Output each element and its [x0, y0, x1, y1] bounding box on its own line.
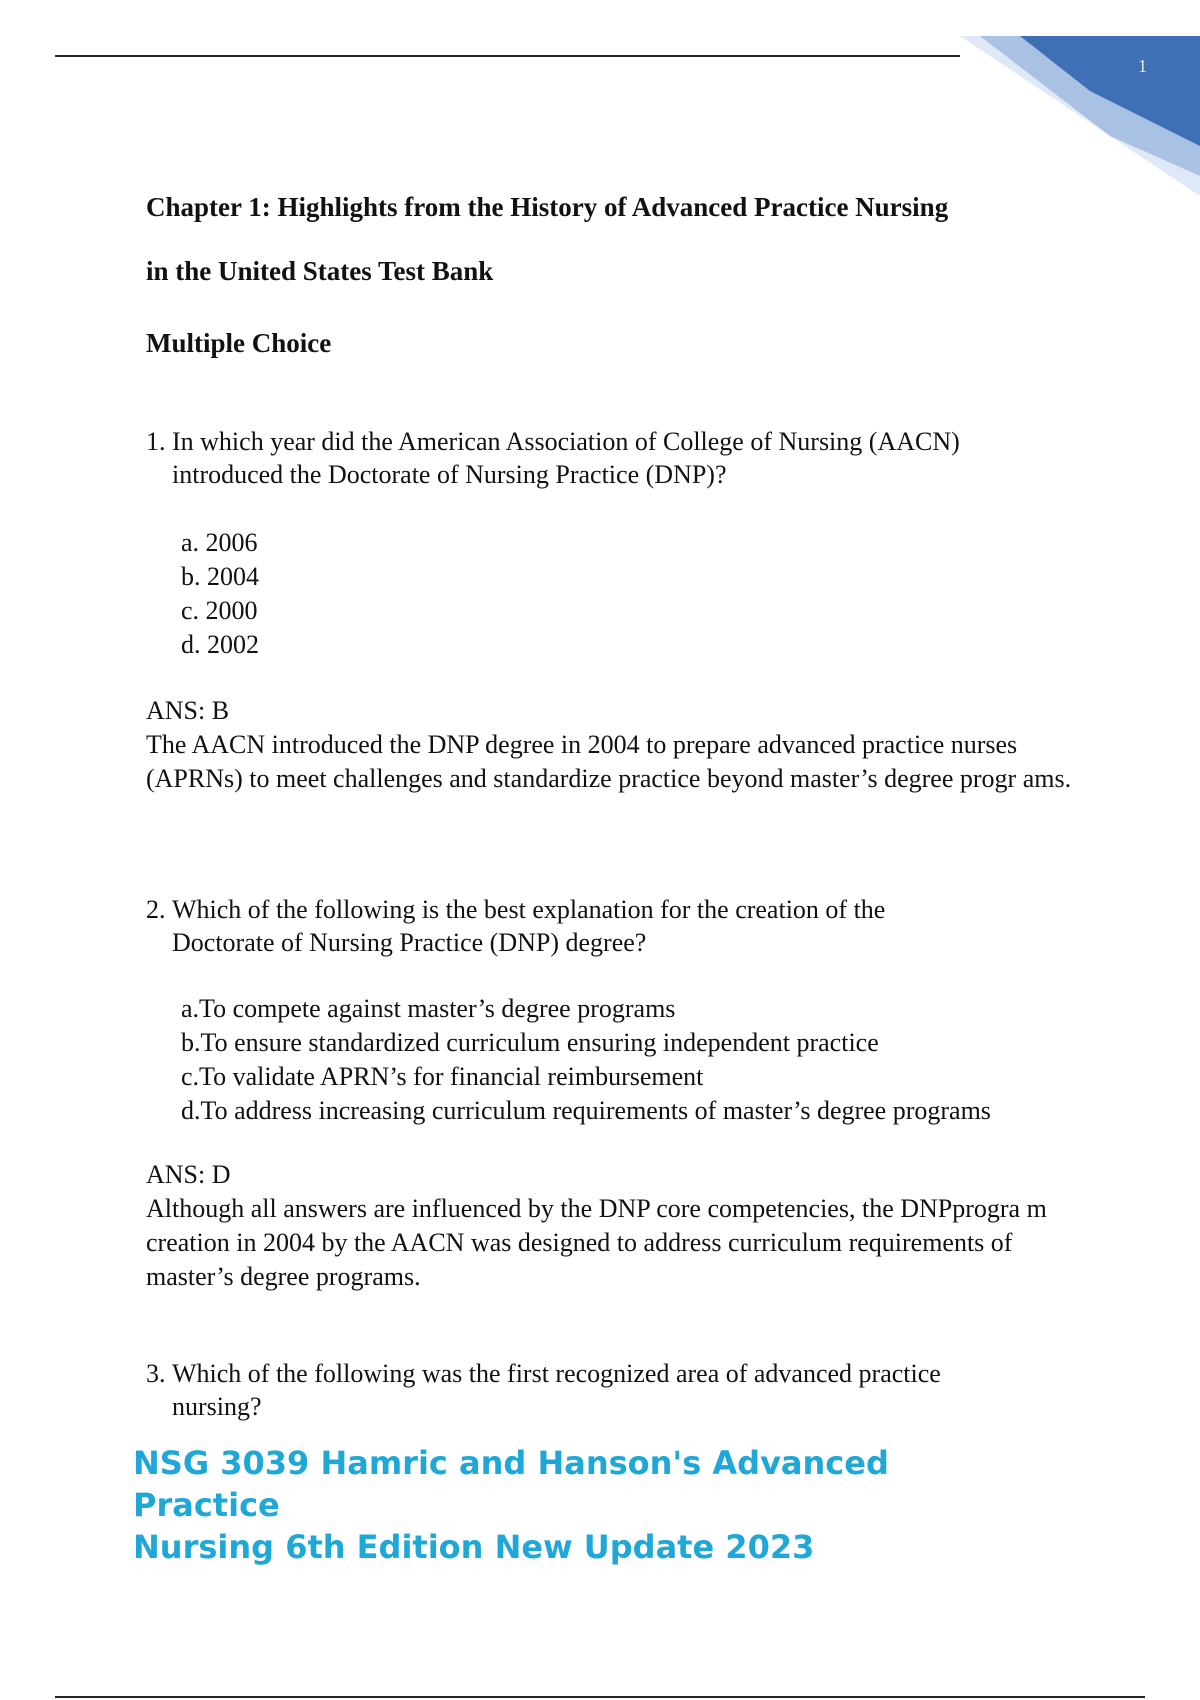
question-text: In which year did the American Association of College of Nursing (AACN) introduced the Doctorate of Nursing Practice (DNP)?	[172, 427, 960, 489]
question-number: 2.	[146, 895, 166, 924]
answer-rationale: Although all answers are influenced by the DNP core competencies, the DNPprogra m creation in 2004 by the AACN was designed to address curriculum requirements of master’s degree programs.	[146, 1194, 1047, 1291]
option-d: d. 2002	[181, 630, 259, 659]
question-2-answer-block	[146, 1158, 1096, 1294]
answer-key: ANS: D	[146, 1160, 231, 1189]
footer-line-2: Nursing 6th Edition New Update 2023	[133, 1528, 815, 1566]
question-number: 3.	[146, 1359, 166, 1388]
option-b: b.To ensure standardized curriculum ensuring independent practice	[181, 1028, 879, 1057]
option-a: a.To compete against master’s degree programs	[181, 994, 676, 1023]
question-1-options	[181, 526, 259, 662]
question-1-stem	[146, 425, 1046, 491]
footer-line-1: NSG 3039 Hamric and Hanson's Advanced Practice	[133, 1444, 889, 1524]
document-title	[146, 175, 948, 303]
question-1-answer-block	[146, 694, 1096, 796]
section-heading: Multiple Choice	[146, 328, 332, 358]
question-text: Which of the following was the first recognized area of advanced practice nursing?	[172, 1359, 941, 1421]
footer-title	[133, 1442, 1033, 1568]
corner-decoration	[960, 36, 1200, 196]
page-number: 1	[1138, 56, 1147, 76]
bottom-rule	[55, 1696, 1145, 1698]
top-rule	[55, 55, 960, 57]
question-text: Which of the following is the best explanation for the creation of the Doctorate of Nursing Practice (DNP) degree?	[172, 895, 886, 957]
option-a: a. 2006	[181, 528, 258, 557]
question-2-stem	[146, 893, 966, 959]
question-3-stem	[146, 1357, 1026, 1423]
option-d: d.To address increasing curriculum requirements of master’s degree programs	[181, 1096, 991, 1125]
option-b: b. 2004	[181, 562, 259, 591]
answer-rationale: The AACN introduced the DNP degree in 2004 to prepare advanced practice nurses (APRNs) to meet challenges and standardize practice beyond master’s degree progr ams.	[146, 730, 1072, 793]
title-line-1: Chapter 1: Highlights from the History of Advanced Practice Nursing	[146, 192, 949, 222]
option-c: c. 2000	[181, 596, 258, 625]
answer-key: ANS: B	[146, 696, 230, 725]
question-number: 1.	[146, 427, 166, 456]
option-c: c.To validate APRN’s for financial reimbursement	[181, 1062, 704, 1091]
question-2-options	[181, 992, 991, 1128]
title-line-2: in the United States Test Bank	[146, 256, 494, 286]
